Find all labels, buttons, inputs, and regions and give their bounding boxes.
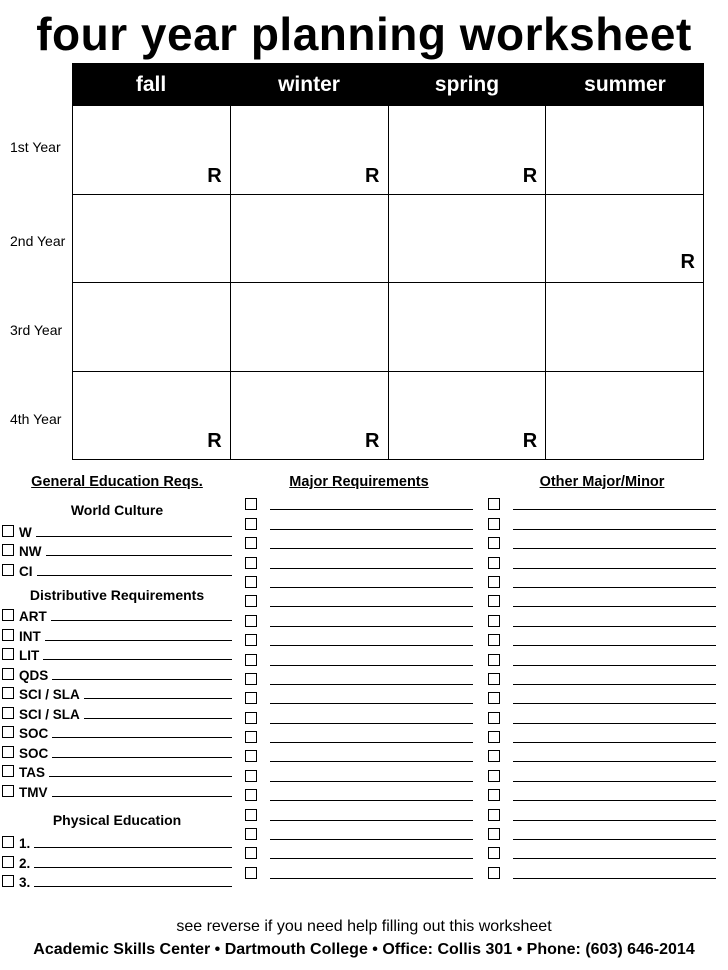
checkbox[interactable] <box>245 692 257 704</box>
write-in-line[interactable] <box>270 625 473 627</box>
checkbox[interactable] <box>488 692 500 704</box>
blank-requirement-line[interactable] <box>245 707 473 726</box>
r-mark: R <box>365 164 380 187</box>
write-in-line[interactable] <box>270 722 473 724</box>
checkbox[interactable] <box>2 564 14 576</box>
checkbox[interactable] <box>488 750 500 762</box>
write-in-line[interactable] <box>513 605 716 607</box>
season-spring: spring <box>434 73 500 96</box>
req-item[interactable]: CI <box>2 559 232 579</box>
checkbox[interactable] <box>488 673 500 685</box>
write-in-line[interactable] <box>270 644 473 646</box>
blank-requirement-line[interactable] <box>488 630 716 649</box>
checkbox[interactable] <box>245 537 257 549</box>
write-in-line[interactable] <box>513 567 716 569</box>
write-in-line[interactable] <box>270 586 473 588</box>
checkbox[interactable] <box>2 609 14 621</box>
checkbox[interactable] <box>2 746 14 758</box>
checkbox[interactable] <box>488 847 500 859</box>
blank-requirement-line[interactable] <box>245 533 473 552</box>
req-item[interactable]: 1. <box>2 832 232 852</box>
r-mark: R <box>522 430 538 452</box>
grid-cell[interactable] <box>231 106 389 195</box>
write-in-line[interactable] <box>270 683 473 685</box>
grid-cell[interactable] <box>389 372 547 461</box>
checkbox[interactable] <box>2 648 14 660</box>
footer-note: see reverse if you need help filling out this worksheet <box>176 918 552 935</box>
blank-requirement-line[interactable] <box>488 669 716 688</box>
checkbox[interactable] <box>245 673 257 685</box>
checkbox[interactable] <box>245 867 257 879</box>
blank-requirement-line[interactable] <box>488 824 716 843</box>
checkbox[interactable] <box>245 731 257 743</box>
checkbox[interactable] <box>2 836 14 848</box>
checkbox[interactable] <box>245 809 257 821</box>
season-winter: winter <box>278 73 340 96</box>
checkbox[interactable] <box>488 634 500 646</box>
req-item[interactable]: SCI / SLA <box>2 683 232 703</box>
grid-cell[interactable] <box>231 283 389 372</box>
req-item[interactable]: QDS <box>2 663 232 683</box>
write-in-line[interactable] <box>513 664 716 666</box>
write-in-line[interactable] <box>270 760 473 762</box>
checkbox[interactable] <box>245 770 257 782</box>
write-in-line[interactable] <box>270 838 473 840</box>
grid-cell[interactable] <box>231 195 389 284</box>
blank-requirement-line[interactable] <box>245 649 473 668</box>
req-item[interactable]: TMV <box>2 780 232 800</box>
blank-requirement-line[interactable] <box>245 765 473 784</box>
req-item[interactable]: TAS <box>2 761 232 781</box>
year-label-4: 4th Year <box>10 411 62 427</box>
checkbox[interactable] <box>2 856 14 868</box>
checkbox[interactable] <box>2 668 14 680</box>
write-in-line[interactable] <box>513 799 716 801</box>
blank-requirement-line[interactable] <box>488 688 716 707</box>
checkbox[interactable] <box>2 726 14 738</box>
season-header <box>72 63 704 106</box>
grid-cell[interactable] <box>546 195 704 284</box>
year-row-1 <box>72 106 704 195</box>
checkbox[interactable] <box>488 595 500 607</box>
write-in-line[interactable] <box>513 644 716 646</box>
blank-requirement-line[interactable] <box>245 630 473 649</box>
season-fall: fall <box>135 73 167 96</box>
r-mark: R <box>522 164 538 187</box>
write-in-line[interactable] <box>270 508 473 510</box>
blank-requirement-line[interactable] <box>488 765 716 784</box>
write-in-line[interactable] <box>270 605 473 607</box>
grid-cell[interactable] <box>73 195 231 284</box>
blank-requirement-line[interactable] <box>488 572 716 591</box>
write-in-line[interactable] <box>513 547 716 549</box>
write-in-line[interactable] <box>513 683 716 685</box>
checkbox[interactable] <box>488 537 500 549</box>
checkbox[interactable] <box>488 828 500 840</box>
general-education-column <box>2 470 232 890</box>
req-item[interactable]: 3. <box>2 871 232 891</box>
checkbox[interactable] <box>245 557 257 569</box>
checkbox[interactable] <box>488 770 500 782</box>
write-in-line[interactable] <box>270 567 473 569</box>
blank-requirement-line[interactable] <box>245 804 473 823</box>
blank-requirement-line[interactable] <box>245 610 473 629</box>
checkbox[interactable] <box>2 525 14 537</box>
year-row-3 <box>72 283 704 372</box>
blank-requirement-line[interactable] <box>245 785 473 804</box>
checkbox[interactable] <box>488 654 500 666</box>
checkbox[interactable] <box>2 785 14 797</box>
req-item[interactable]: SOC <box>2 722 232 742</box>
checkbox[interactable] <box>245 750 257 762</box>
major-requirements-column <box>245 470 473 882</box>
blank-requirement-line[interactable] <box>488 494 716 513</box>
checkbox[interactable] <box>488 498 500 510</box>
blank-requirement-line[interactable] <box>245 824 473 843</box>
write-in-line[interactable] <box>513 702 716 704</box>
checkbox[interactable] <box>488 576 500 588</box>
blank-requirement-line[interactable] <box>488 610 716 629</box>
planning-grid <box>72 63 704 460</box>
blank-requirement-line[interactable] <box>245 494 473 513</box>
year-label-3: 3rd Year <box>10 322 63 338</box>
blank-requirement-line[interactable] <box>488 513 716 532</box>
write-in-line[interactable] <box>270 877 473 879</box>
checkbox[interactable] <box>245 615 257 627</box>
checkbox[interactable] <box>245 498 257 510</box>
checkbox[interactable] <box>488 809 500 821</box>
grid-cell[interactable] <box>73 372 231 461</box>
blank-requirement-line[interactable] <box>488 707 716 726</box>
blank-requirement-line[interactable] <box>245 746 473 765</box>
major-lines <box>245 494 473 882</box>
write-in-line[interactable] <box>513 877 716 879</box>
world-culture-heading: World Culture <box>70 502 164 518</box>
blank-requirement-line[interactable] <box>488 552 716 571</box>
blank-requirement-line[interactable] <box>245 688 473 707</box>
grid-cell[interactable] <box>389 195 547 284</box>
write-in-line[interactable] <box>270 702 473 704</box>
checkbox[interactable] <box>488 712 500 724</box>
req-item[interactable]: SOC <box>2 741 232 761</box>
req-item[interactable]: NW <box>2 540 232 560</box>
write-in-line[interactable] <box>513 625 716 627</box>
write-in-line[interactable] <box>270 819 473 821</box>
year-row-2 <box>72 195 704 284</box>
blank-requirement-line[interactable] <box>245 513 473 532</box>
grid-cell[interactable] <box>231 372 389 461</box>
physical-education-heading: Physical Education <box>52 811 182 828</box>
checkbox[interactable] <box>245 828 257 840</box>
checkbox[interactable] <box>2 629 14 641</box>
checkbox[interactable] <box>2 544 14 556</box>
req-item[interactable]: INT <box>2 624 232 644</box>
year-label-1: 1st Year <box>10 139 61 155</box>
req-item[interactable]: 2. <box>2 851 232 871</box>
grid-cell[interactable] <box>389 106 547 195</box>
other-lines <box>488 494 716 882</box>
blank-requirement-line[interactable] <box>488 727 716 746</box>
blank-requirement-line[interactable] <box>488 533 716 552</box>
checkbox[interactable] <box>245 595 257 607</box>
blank-requirement-line[interactable] <box>488 843 716 862</box>
checkbox[interactable] <box>245 847 257 859</box>
year-row-4 <box>72 372 704 461</box>
blank-requirement-line[interactable] <box>245 727 473 746</box>
major-requirements-heading: Major Requirements <box>289 474 429 490</box>
checkbox[interactable] <box>488 731 500 743</box>
checkbox[interactable] <box>245 634 257 646</box>
checkbox[interactable] <box>488 789 500 801</box>
blank-requirement-line[interactable] <box>488 785 716 804</box>
blank-requirement-line[interactable] <box>488 862 716 881</box>
blank-requirement-line[interactable] <box>245 552 473 571</box>
grid-cell[interactable] <box>546 372 704 461</box>
write-in-line[interactable] <box>270 741 473 743</box>
write-in-line[interactable] <box>270 857 473 859</box>
write-in-line[interactable] <box>513 819 716 821</box>
grid-cell[interactable] <box>73 106 231 195</box>
write-in-line[interactable] <box>513 780 716 782</box>
checkbox[interactable] <box>245 712 257 724</box>
write-in-line[interactable] <box>270 799 473 801</box>
grid-cell[interactable] <box>546 283 704 372</box>
write-in-line[interactable] <box>270 780 473 782</box>
checkbox[interactable] <box>488 557 500 569</box>
r-mark: R <box>207 430 222 452</box>
write-in-line[interactable] <box>513 760 716 762</box>
worksheet-title: four year planning worksheet <box>36 8 692 60</box>
checkbox[interactable] <box>245 654 257 666</box>
checkbox[interactable] <box>2 875 14 887</box>
footer-contact: Academic Skills Center • Dartmouth College • Office: Collis 301 • Phone: (603) 646-2014 <box>33 941 695 958</box>
write-in-line[interactable] <box>513 857 716 859</box>
write-in-line[interactable] <box>513 741 716 743</box>
blank-requirement-line[interactable] <box>245 572 473 591</box>
blank-requirement-line[interactable] <box>245 591 473 610</box>
checkbox[interactable] <box>488 867 500 879</box>
other-major-minor-heading: Other Major/Minor <box>539 474 665 490</box>
req-item[interactable]: ART <box>2 605 232 625</box>
write-in-line[interactable] <box>513 586 716 588</box>
grid-cell[interactable] <box>389 283 547 372</box>
blank-requirement-line[interactable] <box>245 669 473 688</box>
req-item[interactable]: SCI / SLA <box>2 702 232 722</box>
r-mark: R <box>680 251 695 273</box>
checkbox[interactable] <box>245 576 257 588</box>
r-mark: R <box>207 164 222 187</box>
checkbox[interactable] <box>245 789 257 801</box>
checkbox[interactable] <box>2 687 14 699</box>
write-in-line[interactable] <box>513 722 716 724</box>
blank-requirement-line[interactable] <box>245 862 473 881</box>
season-summer: summer <box>584 73 666 96</box>
write-in-line[interactable] <box>513 528 716 530</box>
r-mark: R <box>365 430 380 452</box>
checkbox[interactable] <box>2 765 14 777</box>
req-item[interactable]: LIT <box>2 644 232 664</box>
checkbox[interactable] <box>245 518 257 530</box>
grid-cell[interactable] <box>546 106 704 195</box>
write-in-line[interactable] <box>513 838 716 840</box>
blank-requirement-line[interactable] <box>488 804 716 823</box>
req-item[interactable]: W <box>2 520 232 540</box>
year-label-2: 2nd Year <box>10 233 66 249</box>
checkbox[interactable] <box>2 707 14 719</box>
distributive-heading: Distributive Requirements <box>29 586 205 603</box>
blank-requirement-line[interactable] <box>488 591 716 610</box>
other-major-minor-column <box>488 470 716 882</box>
checkbox[interactable] <box>488 518 500 530</box>
general-education-heading: General Education Reqs. <box>31 474 203 490</box>
blank-requirement-line[interactable] <box>488 746 716 765</box>
grid-cell[interactable] <box>73 283 231 372</box>
checkbox[interactable] <box>488 615 500 627</box>
write-in-line[interactable] <box>270 528 473 530</box>
blank-requirement-line[interactable] <box>245 843 473 862</box>
write-in-line[interactable] <box>513 508 716 510</box>
write-in-line[interactable] <box>270 547 473 549</box>
blank-requirement-line[interactable] <box>488 649 716 668</box>
write-in-line[interactable] <box>270 664 473 666</box>
